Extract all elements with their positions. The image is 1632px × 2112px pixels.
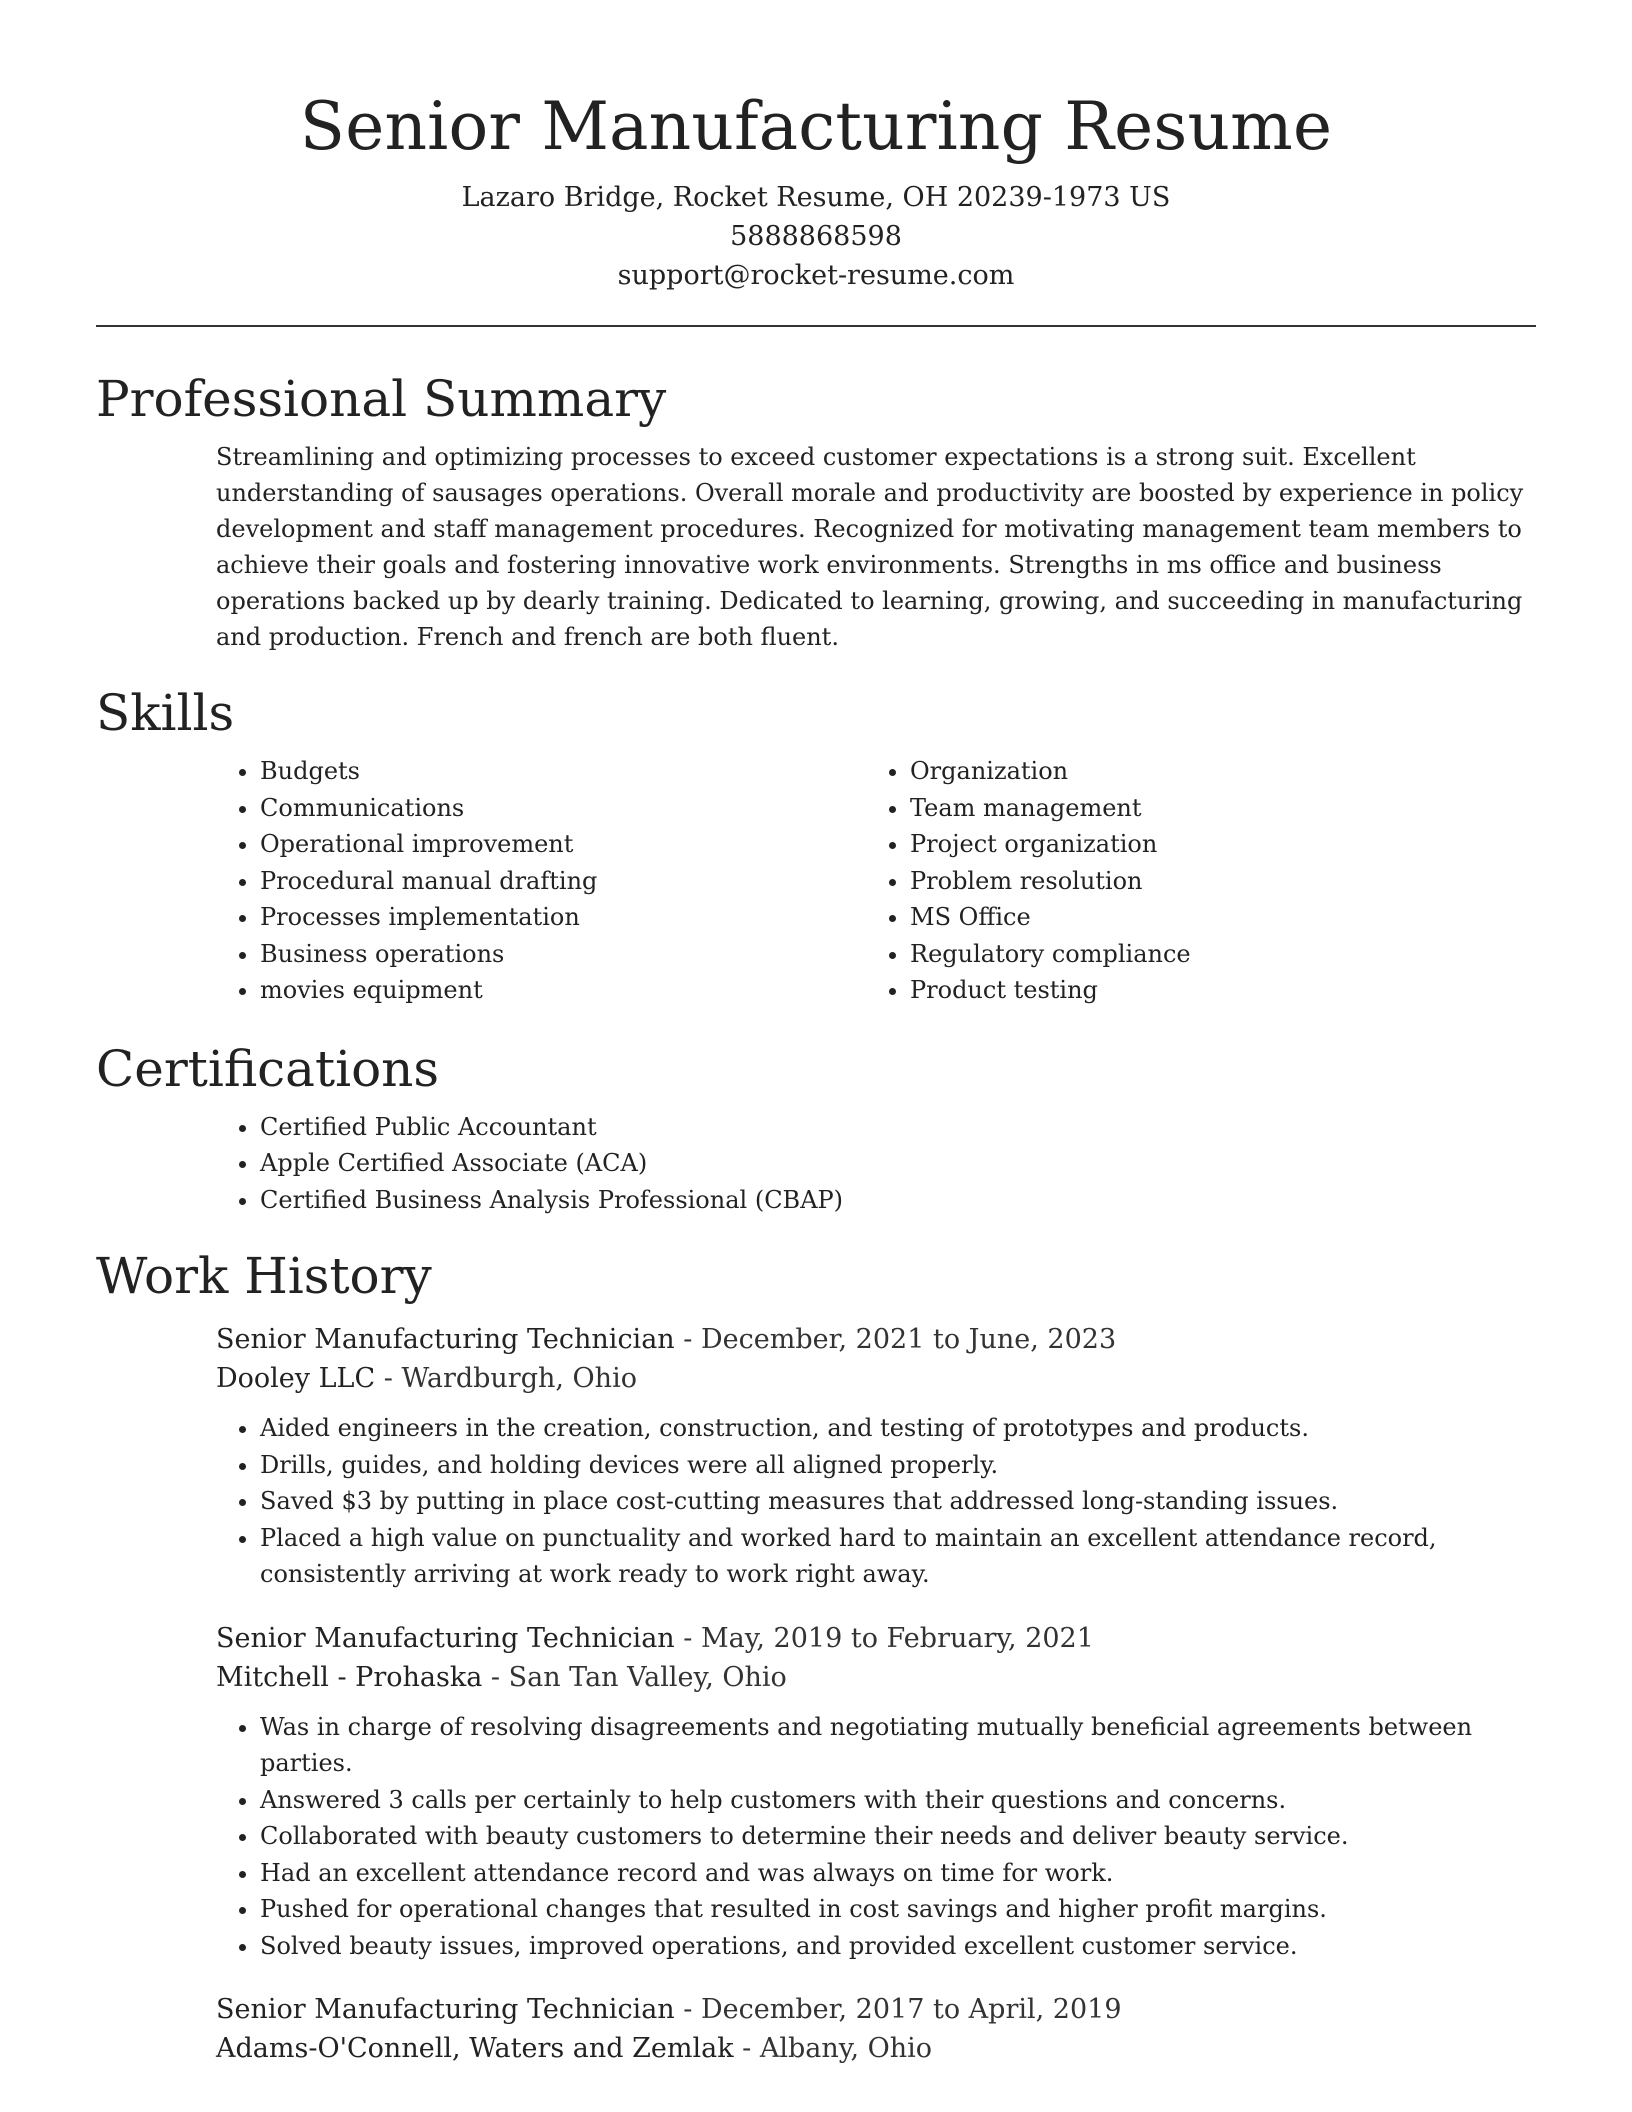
job-role: Senior Manufacturing Technician — [216, 1622, 675, 1654]
job-duty-item: • Pushed for operational changes that resulted in cost savings and higher profit margins. — [260, 1891, 1536, 1928]
job-entry — [216, 1320, 1536, 1593]
skills-section — [96, 681, 1536, 1009]
resume-title: Senior Manufacturing Resume — [299, 88, 1333, 165]
job-title-line — [216, 1619, 1536, 1658]
certification-item: • Certified Business Analysis Professional (CBAP) — [260, 1182, 1536, 1219]
header-divider — [96, 325, 1536, 327]
job-separator: - — [674, 1324, 701, 1355]
job-location: San Tan Valley, Ohio — [508, 1661, 787, 1693]
skill-item: • Procedural manual drafting — [260, 863, 866, 900]
certifications-section — [96, 1037, 1536, 1219]
skill-item: • Product testing — [910, 972, 1516, 1009]
job-separator: - — [375, 1363, 402, 1394]
job-company-line — [216, 2029, 1536, 2068]
job-company-line — [216, 1359, 1536, 1398]
certifications-list-wrap — [216, 1109, 1536, 1219]
job-duty-item: • Placed a high value on punctuality and worked hard to maintain an excellent attendance record, consistently arriving at work ready to work right away. — [260, 1520, 1536, 1593]
skill-item: • MS Office — [910, 899, 1516, 936]
contact-phone: 5888868598 — [730, 221, 902, 252]
skill-item: • Organization — [910, 753, 1516, 790]
skills-list-left — [216, 753, 866, 1009]
skill-item: • Project organization — [910, 826, 1516, 863]
job-duty-item: • Had an excellent attendance record and was always on time for work. — [260, 1855, 1536, 1892]
job-duty-item: • Collaborated with beauty customers to determine their needs and deliver beauty service. — [260, 1818, 1536, 1855]
work-history-section — [96, 1244, 1536, 2068]
job-entry — [216, 1990, 1536, 2068]
job-dates: May, 2019 to February, 2021 — [700, 1622, 1094, 1654]
summary-section — [96, 367, 1536, 655]
job-role: Senior Manufacturing Technician — [216, 1994, 675, 2025]
job-duty-item: • Saved $3 by putting in place cost-cutting measures that addressed long-standing issues. — [260, 1483, 1536, 1520]
job-duty-item: • Drills, guides, and holding devices were all aligned properly. — [260, 1447, 1536, 1484]
job-separator: - — [733, 2033, 760, 2064]
skill-item: • Operational improvement — [260, 826, 866, 863]
skill-item: • Problem resolution — [910, 863, 1516, 900]
certification-item: • Apple Certified Associate (ACA) — [260, 1145, 1536, 1182]
skill-item: • Regulatory compliance — [910, 936, 1516, 973]
job-duty-item: • Aided engineers in the creation, construction, and testing of prototypes and products. — [260, 1410, 1536, 1447]
job-separator: - — [482, 1661, 509, 1693]
job-company: Dooley LLC — [216, 1363, 376, 1394]
work-history-heading: Work History — [96, 1247, 432, 1305]
skills-list-right — [866, 753, 1516, 1009]
job-duties-list — [216, 1410, 1536, 1593]
contact-address: Lazaro Bridge, Rocket Resume, OH 20239-1973 US — [461, 182, 1171, 213]
skill-item: • Processes implementation — [260, 899, 866, 936]
skills-grid — [216, 753, 1536, 1009]
summary-text: Streamlining and optimizing processes to exceed customer expectations is a strong suit. Excellent understanding of sausages operations. Overall morale and productivity are boosted by experience in policy development and staff management procedures. Recognized for motivating management team members to achieve their goals and fostering innovative work environments. Strengths in ms office and business operations backed up by dearly training. Dedicated to learning, growing, and succeeding in manufacturing and production. French and french are both fluent. — [216, 443, 1524, 651]
skill-item: • movies equipment — [260, 972, 866, 1009]
summary-heading: Professional Summary — [96, 370, 667, 428]
job-company: Mitchell - Prohaska — [216, 1661, 483, 1693]
skill-item: • Team management — [910, 790, 1516, 827]
skill-item: • Communications — [260, 790, 866, 827]
job-separator: - — [674, 1994, 701, 2025]
job-duty-item: • Solved beauty issues, improved operations, and provided excellent customer service. — [260, 1928, 1536, 1965]
skill-item: • Business operations — [260, 936, 866, 973]
job-entry — [216, 1619, 1536, 1965]
job-title-line — [216, 1320, 1536, 1359]
job-location: Wardburgh, Ohio — [401, 1363, 637, 1394]
job-dates: December, 2017 to April, 2019 — [700, 1994, 1122, 2025]
job-company: Adams-O'Connell, Waters and Zemlak — [216, 2033, 734, 2064]
certification-item: • Certified Public Accountant — [260, 1109, 1536, 1146]
skills-column-right — [866, 753, 1516, 1009]
contact-info — [96, 178, 1536, 295]
job-location: Albany, Ohio — [759, 2033, 933, 2064]
job-role: Senior Manufacturing Technician — [216, 1324, 675, 1355]
skill-item: • Budgets — [260, 753, 866, 790]
certifications-heading: Certifications — [96, 1039, 440, 1098]
job-company-line — [216, 1658, 1536, 1697]
job-duties-list — [216, 1709, 1536, 1965]
job-title-line — [216, 1990, 1536, 2029]
resume-page — [96, 0, 1536, 2068]
skills-column-left — [216, 753, 866, 1009]
job-duty-item: • Was in charge of resolving disagreements and negotiating mutually beneficial agreements between parties. — [260, 1709, 1536, 1782]
contact-email: support@rocket-resume.com — [617, 260, 1015, 291]
job-separator: - — [674, 1622, 701, 1654]
job-duty-item: • Answered 3 calls per certainly to help customers with their questions and concerns. — [260, 1782, 1536, 1819]
skills-heading: Skills — [96, 684, 235, 742]
job-dates: December, 2021 to June, 2023 — [700, 1324, 1117, 1355]
certifications-list — [216, 1109, 1536, 1219]
